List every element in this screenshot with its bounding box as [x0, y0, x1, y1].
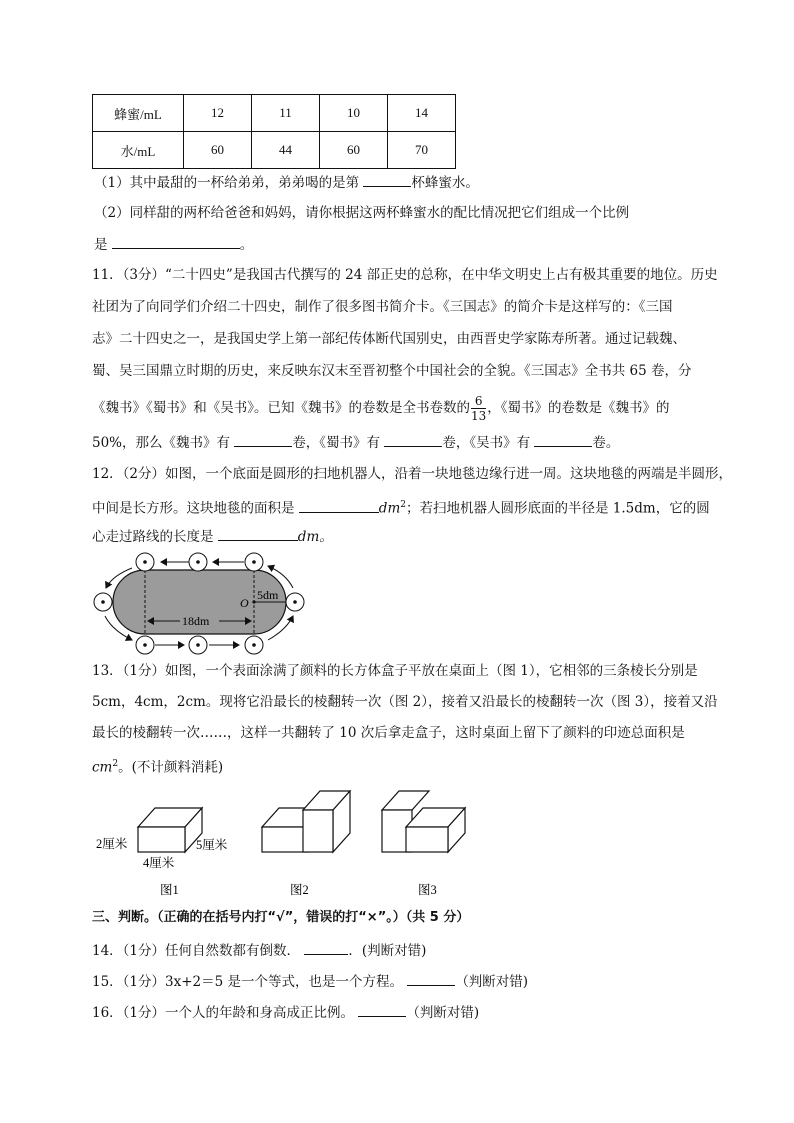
answer-blank[interactable]: [299, 498, 379, 513]
q11-line1: 11．（3分）“二十四史”是我国古代撰写的 24 部正史的总称，在中华文明史上占有极其重要的地位。历史: [92, 267, 718, 283]
fig2-caption: 图2: [290, 883, 309, 897]
answer-blank[interactable]: [363, 172, 411, 187]
answer-blank[interactable]: [407, 971, 455, 986]
q12-line2: 中间是长方形。这块地毯的面积是 $dm^2$；若扫地机器人圆形底面的半径是 1.5dm，它的圆: [92, 495, 710, 519]
radius-label: 5dm: [257, 588, 279, 602]
table-row-label: 水/mL: [93, 132, 184, 169]
table-row: [93, 132, 456, 169]
table-cell: 44: [252, 132, 320, 169]
q10-part1: （1）其中最甜的一杯给弟弟，弟弟喝的是第 杯蜂蜜水。: [94, 172, 479, 193]
q13-line3: 最长的棱翻转一次……，这样一共翻转了 10 次后拿走盒子，这时桌面上留下了颜料的印迹总面积是: [92, 725, 685, 741]
table-row-label: 蜂蜜/mL: [93, 95, 184, 132]
q10-part2-line2: 是 。: [94, 234, 253, 255]
table-cell: 10: [320, 95, 388, 132]
table-cell: 11: [252, 95, 320, 132]
answer-blank[interactable]: [534, 432, 592, 447]
fig1-length-label: 5厘米: [196, 838, 228, 852]
q15: 15．（1分）3x+2＝5 是一个等式，也是一个方程。 （判断对错): [92, 971, 528, 992]
answer-blank[interactable]: [112, 234, 240, 249]
answer-blank[interactable]: [218, 526, 298, 541]
table-cell: 60: [184, 132, 252, 169]
table-cell: 60: [320, 132, 388, 169]
q11-line2: 社团为了向同学们介绍二十四史，制作了很多图书简介卡。《三国志》的简介卡是这样写的：《三国: [92, 299, 673, 315]
answer-blank[interactable]: [234, 432, 292, 447]
q12-line1: 12．（2分）如图，一个底面是圆形的扫地机器人，沿着一块地毯边缘行进一周。这块地毯的两端是半圆形，: [92, 466, 733, 482]
table-cell: 14: [388, 95, 456, 132]
q11-line5: 《魏书》《蜀书》和《吴书》。已知《魏书》的卷数是全书卷数的 $\frac{6}{13}$ ，《蜀书》的卷数是《魏书》的: [92, 394, 670, 423]
section-title: 三、判断。（正确的在括号内打“√”，错误的打“×”。）（共 5 分）: [92, 910, 470, 925]
table-row: [93, 95, 456, 132]
fig1-height-label: 2厘米: [96, 837, 128, 851]
fraction: $\frac{6}{13}$: [471, 394, 487, 423]
q12-line3: 心走过路线的长度是 dm。: [92, 526, 333, 547]
length-label: 18dm: [182, 614, 210, 628]
fig1-width-label: 4厘米: [143, 856, 175, 870]
q11-line4: 蜀、吴三国鼎立时期的历史，来反映东汉末至晋初整个中国社会的全貌。《三国志》全书共 65 卷，分: [92, 363, 692, 379]
fig1-caption: 图1: [160, 883, 179, 897]
box-flip-figures: [90, 790, 470, 900]
honey-water-table: [92, 94, 456, 169]
table-cell: 70: [388, 132, 456, 169]
carpet-robot-figure: [88, 548, 318, 658]
q11-line6: 50%，那么《魏书》有 卷，《蜀书》有 卷，《吴书》有 卷。: [92, 432, 619, 453]
answer-blank[interactable]: [384, 432, 442, 447]
q14: 14．（1分）任何自然数都有倒数． ．(判断对错): [92, 940, 426, 961]
q13-line1: 13．（1分）如图，一个表面涂满了颜料的长方体盒子平放在桌面上（图 1），它相邻的三条棱长分别是: [92, 663, 698, 679]
q13-line2: 5cm，4cm，2cm。现将它沿最长的棱翻转一次（图 2），接着又沿最长的棱翻转一次（图 3），接着又沿: [92, 694, 718, 710]
q10-part2-line1: （2）同样甜的两杯给爸爸和妈妈，请你根据这两杯蜂蜜水的配比情况把它们组成一个比例: [94, 205, 630, 221]
answer-blank[interactable]: [358, 1002, 406, 1017]
q13-line4: $cm^2$。(不计颜料消耗): [92, 759, 224, 776]
center-label: O: [240, 596, 249, 610]
table-cell: 12: [184, 95, 252, 132]
q11-line3: 志》二十四史之一，是我国史学上第一部纪传体断代国别史，由西晋史学家陈寿所著。通过记载魏、: [92, 331, 686, 347]
q16: 16．（1分）一个人的年龄和身高成正比例。 （判断对错): [92, 1002, 479, 1023]
fig3-caption: 图3: [418, 883, 437, 897]
answer-blank[interactable]: [304, 940, 348, 955]
